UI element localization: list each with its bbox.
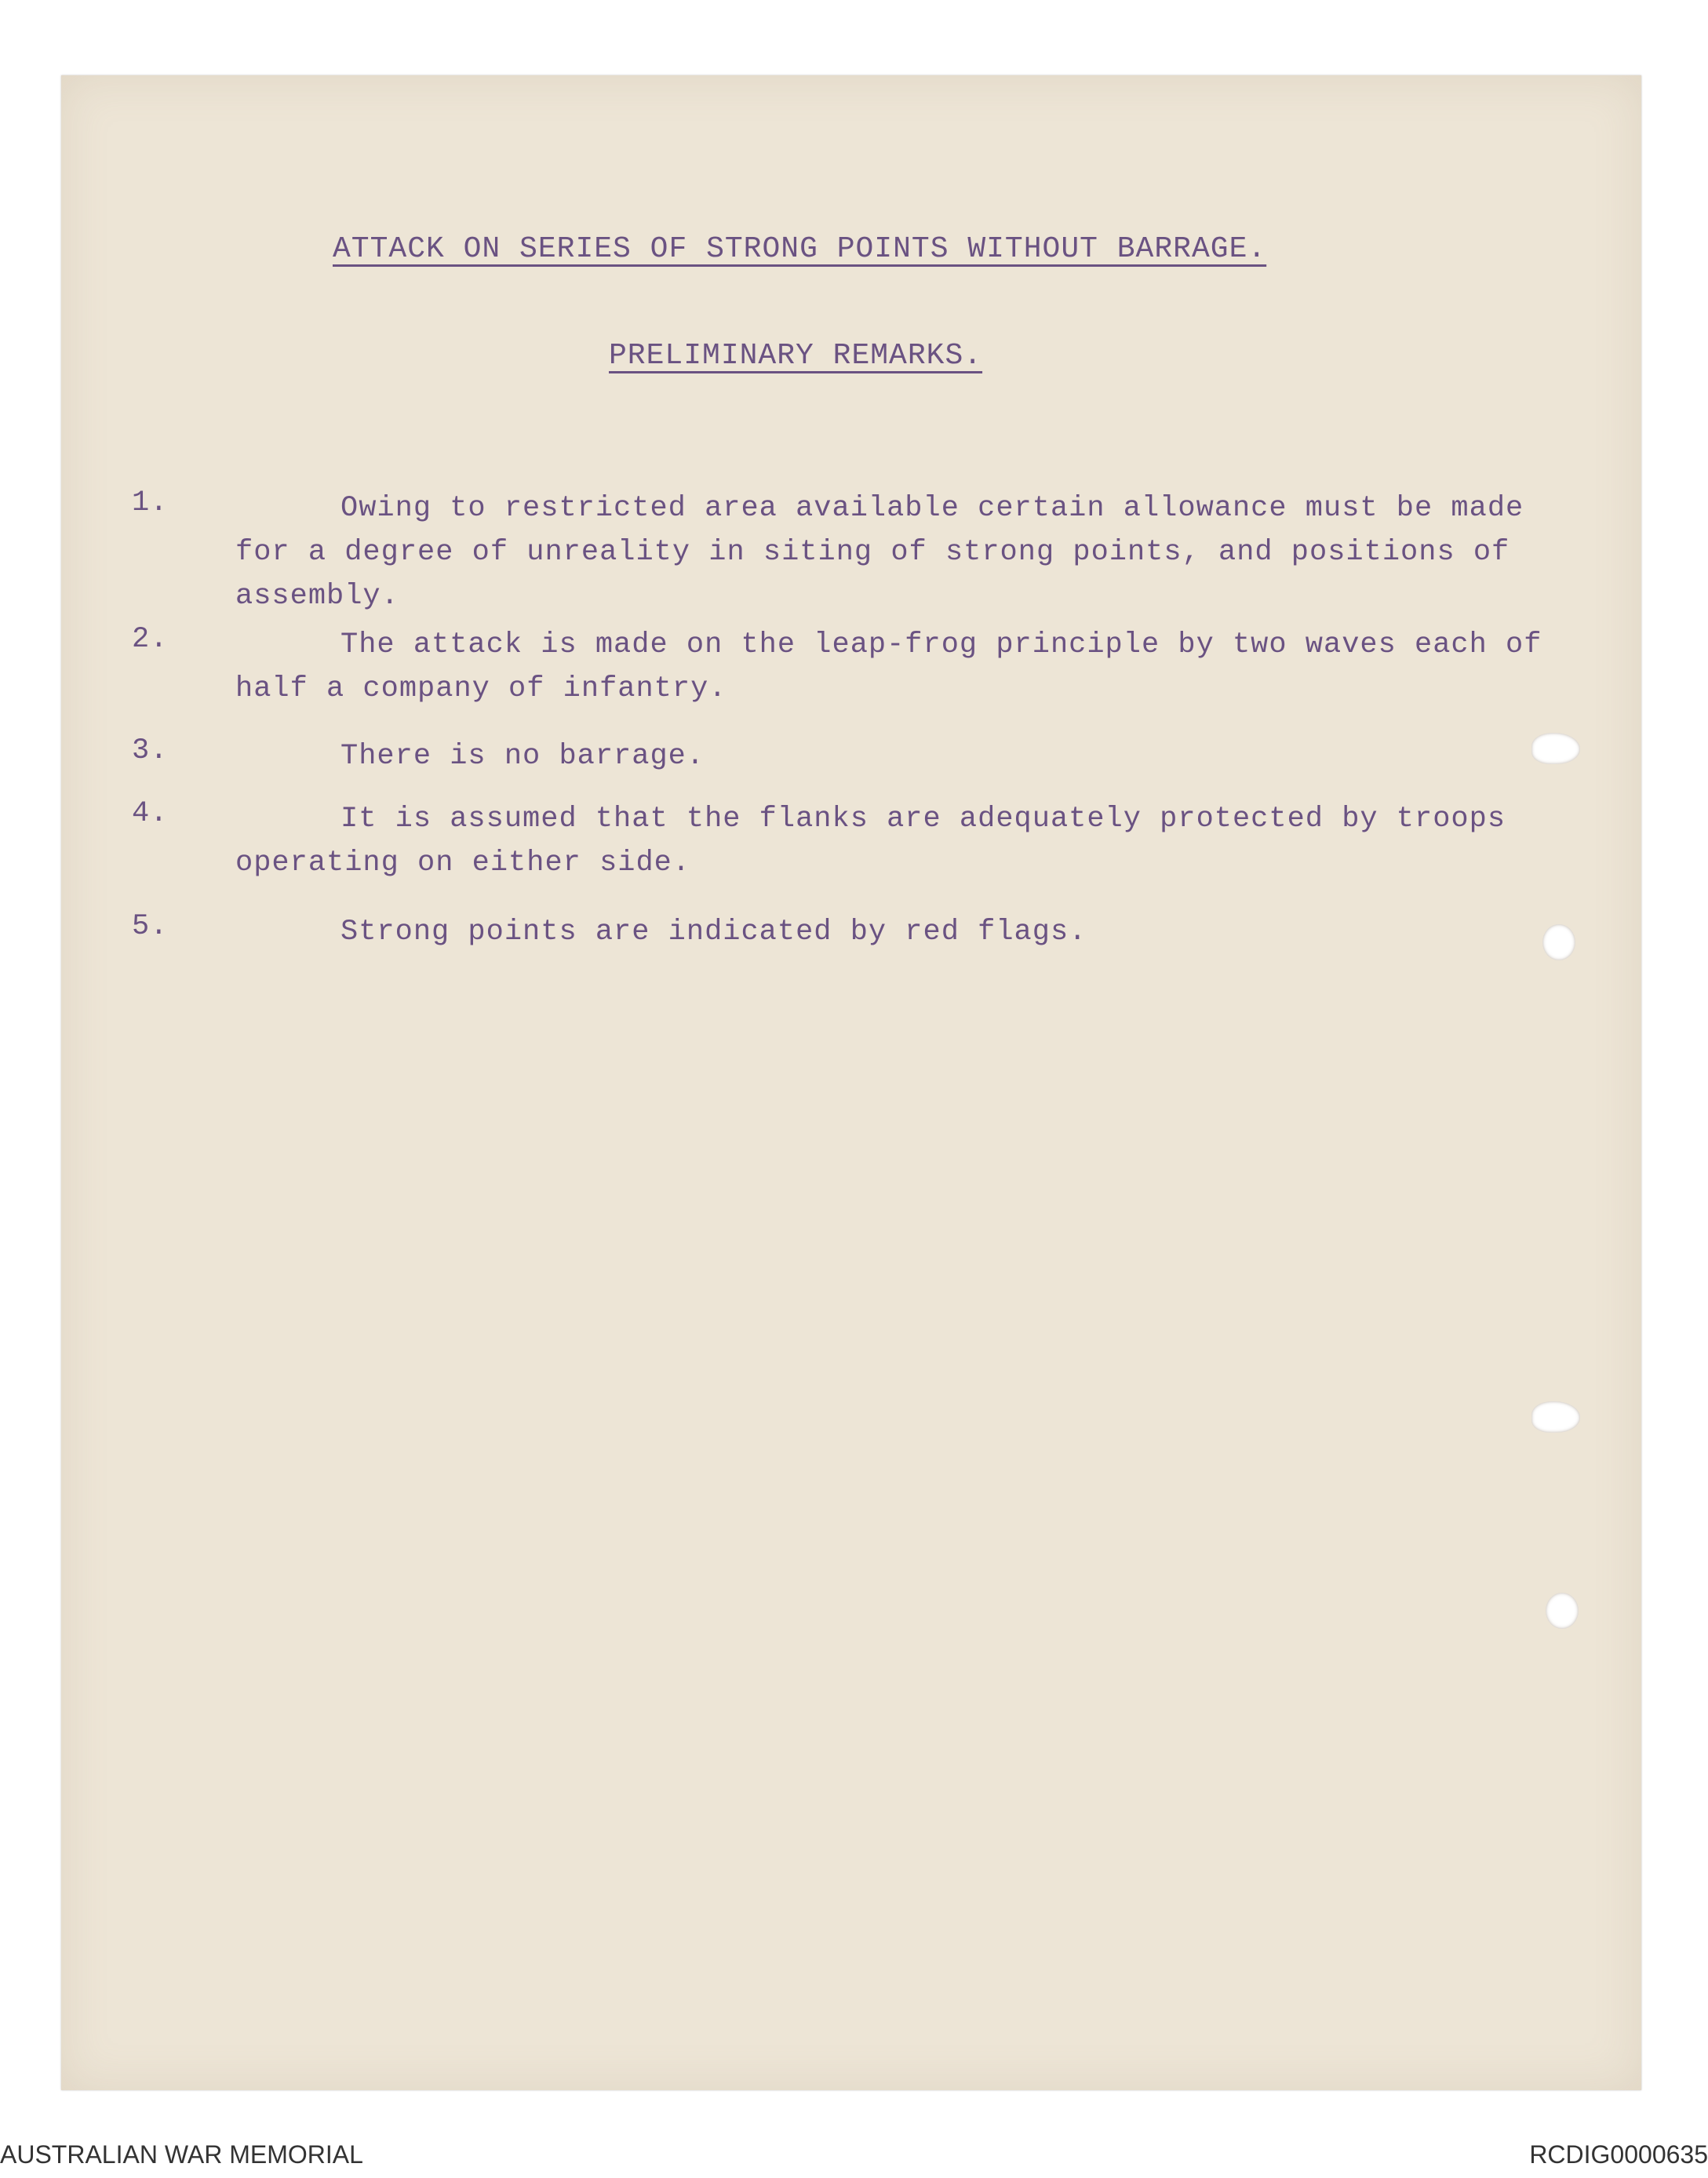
paragraph-number: 2. <box>132 623 169 656</box>
paragraph-number: 5. <box>132 910 169 943</box>
document-title: ATTACK ON SERIES OF STRONG POINTS WITHOUT BARRAGE. <box>333 232 1267 266</box>
paragraph-text: It is assumed that the flanks are adequately protected by troops operating on either side. <box>235 803 1506 880</box>
paragraph-number: 1. <box>132 486 169 519</box>
record-id: RCDIG0000635 <box>1529 2140 1708 2169</box>
paragraph-text: The attack is made on the leap-frog principle by two waves each of half a company of infantry. <box>235 628 1542 705</box>
paragraph-number: 4. <box>132 797 169 830</box>
paragraph-text: There is no barrage. <box>341 740 705 773</box>
section-heading: PRELIMINARY REMARKS. <box>609 339 983 373</box>
paragraph-number: 3. <box>132 734 169 767</box>
punch-hole <box>1531 1401 1580 1433</box>
archive-credit: AUSTRALIAN WAR MEMORIAL <box>0 2140 363 2169</box>
paragraph-text: Strong points are indicated by red flags. <box>341 916 1087 949</box>
punch-hole <box>1546 1593 1579 1629</box>
document-page <box>61 75 1641 2090</box>
paragraph-text: Owing to restricted area available certain allowance must be made for a degree of unreality in siting of strong points, and positions of assembly. <box>235 492 1524 613</box>
